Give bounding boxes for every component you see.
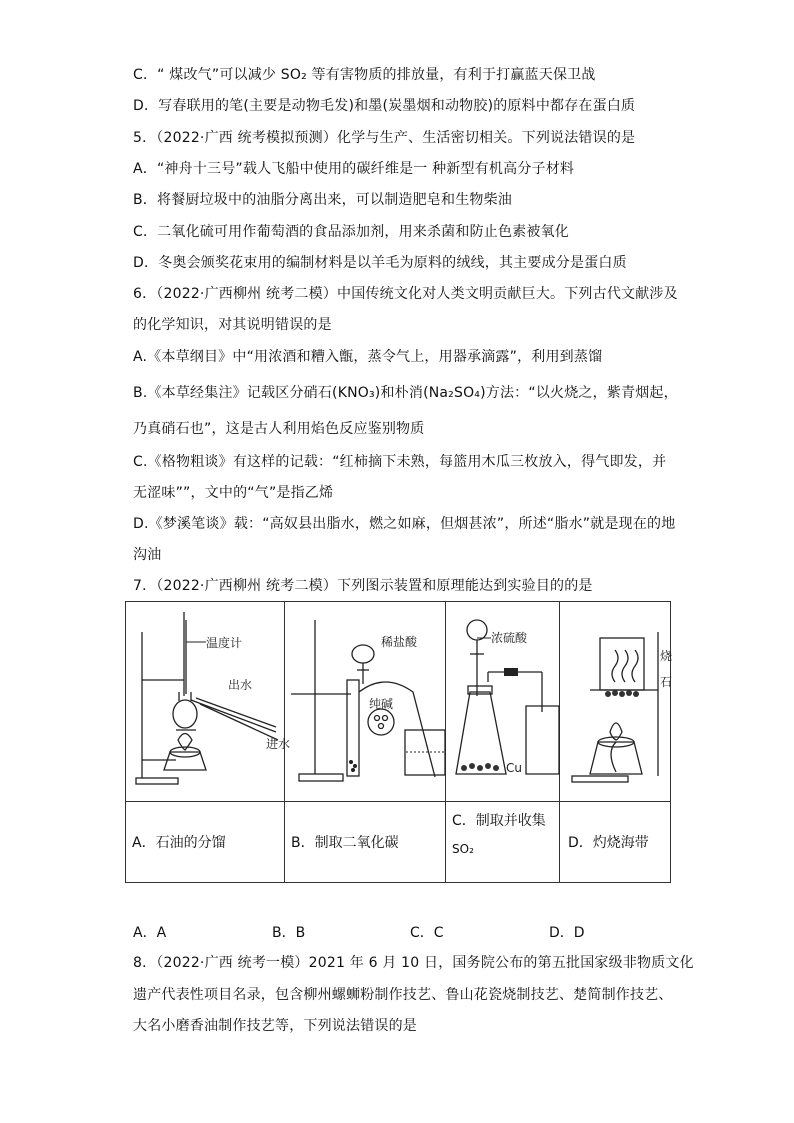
option-b-q6-line2: 乃真硝石也”，这是古人利用焰色反应鉴别物质 bbox=[133, 421, 425, 437]
soda-label: 纯碱 bbox=[369, 697, 394, 711]
option-b-q6-line1: B.《本草经集注》记载区分硝石(KNO₃)和朴消(Na₂SO₄)方法：“以火烧之，紫青烟起， bbox=[133, 385, 678, 401]
question-8-line3: 大名小磨香油制作技艺等，下列说法错误的是 bbox=[133, 1018, 417, 1034]
answer-a: A．A bbox=[133, 925, 167, 941]
option-c-q5: C．二氧化硫可用作葡萄酒的食品添加剂，用来杀菌和防止色素被氧化 bbox=[133, 224, 569, 240]
caption-b: B．制取二氧化碳 bbox=[291, 835, 399, 851]
option-c-q6-line2: 无涩味””，文中的“气”是指乙烯 bbox=[133, 485, 334, 501]
option-d-q6-line1: D.《梦溪笔谈》载：“高奴县出脂水，燃之如麻，但烟甚浓”，所述“脂水”就是现在的地 bbox=[133, 516, 676, 532]
water-out-label: 出水 bbox=[228, 678, 253, 692]
option-d-q4: D．写春联用的笔(主要是动物毛发)和墨(炭墨烟和动物胶)的原料中都存在蛋白质 bbox=[133, 98, 636, 114]
question-5: 5．（2022·广西 统考模拟预测）化学与生产、生活密切相关。下列说法错误的是 bbox=[133, 130, 636, 146]
kelp-burning-diagram bbox=[560, 602, 673, 801]
cell-c bbox=[446, 602, 560, 882]
option-c-q4: C．“ 煤改气”可以减少 SO₂ 等有害物质的排放量，有利于打赢蓝天保卫战 bbox=[133, 67, 596, 83]
table-divider bbox=[126, 801, 670, 802]
question-8-line1: 8．（2022·广西 统考一模）2021 年 6 月 10 日，国务院公布的第五批国家级非物质文化 bbox=[133, 955, 694, 971]
caption-a: A．石油的分馏 bbox=[132, 835, 226, 851]
cell-a bbox=[126, 602, 291, 882]
cell-b bbox=[285, 602, 446, 882]
caption-c-line1: C．制取并收集 bbox=[452, 813, 546, 829]
apparatus-figure-table bbox=[125, 601, 671, 883]
d-label-2: 石 bbox=[660, 675, 673, 689]
option-a-q6: A.《本草纲目》中“用浓酒和糟入甑，蒸令气上，用器承滴露”，利用到蒸馏 bbox=[133, 349, 603, 365]
co2-generation-diagram bbox=[285, 602, 445, 801]
thermometer-label: 温度计 bbox=[206, 636, 243, 650]
cell-d bbox=[560, 602, 673, 882]
answer-c: C．C bbox=[410, 925, 444, 941]
dilute-hcl-label: 稀盐酸 bbox=[381, 635, 418, 649]
option-d-q6-line2: 沟油 bbox=[133, 547, 162, 563]
cu-label: Cu bbox=[506, 761, 522, 775]
option-d-q5: D．冬奥会颁奖花束用的编制材料是以羊毛为原料的绒线，其主要成分是蛋白质 bbox=[133, 255, 627, 271]
question-6-line1: 6．（2022·广西柳州 统考二模）中国传统文化对人类文明贡献巨大。下列古代文献涉及 bbox=[133, 286, 678, 302]
answer-d: D．D bbox=[549, 925, 585, 941]
question-6-line2: 的化学知识，对其说明错误的是 bbox=[133, 317, 332, 333]
option-a-q5: A．“神舟十三号”载人飞船中使用的碳纤维是一 种新型有机高分子材料 bbox=[133, 161, 575, 177]
caption-c-line2: SO₂ bbox=[452, 842, 474, 856]
question-7: 7．（2022·广西柳州 统考二模）下列图示装置和原理能达到实验目的的是 bbox=[133, 578, 593, 594]
option-b-q5: B．将餐厨垃圾中的油脂分离出来，可以制造肥皂和生物柴油 bbox=[133, 192, 513, 208]
option-c-q6-line1: C.《格物粗谈》有这样的记载：“红柿摘下未熟，每篮用木瓜三枚放入，得气即发，并 bbox=[133, 454, 667, 470]
question-8-line2: 遗产代表性项目名录，包含柳州螺蛳粉制作技艺、鲁山花瓷烧制技艺、楚简制作技艺、 bbox=[133, 987, 673, 1003]
d-label-1: 烧 bbox=[660, 649, 673, 663]
answer-b: B．B bbox=[272, 925, 306, 941]
so2-generation-diagram bbox=[446, 602, 559, 801]
distillation-apparatus-diagram bbox=[126, 602, 291, 801]
conc-h2so4-label: 浓硫酸 bbox=[491, 631, 528, 645]
water-in-label: 进水 bbox=[266, 737, 291, 751]
caption-d: D．灼烧海带 bbox=[568, 835, 649, 851]
